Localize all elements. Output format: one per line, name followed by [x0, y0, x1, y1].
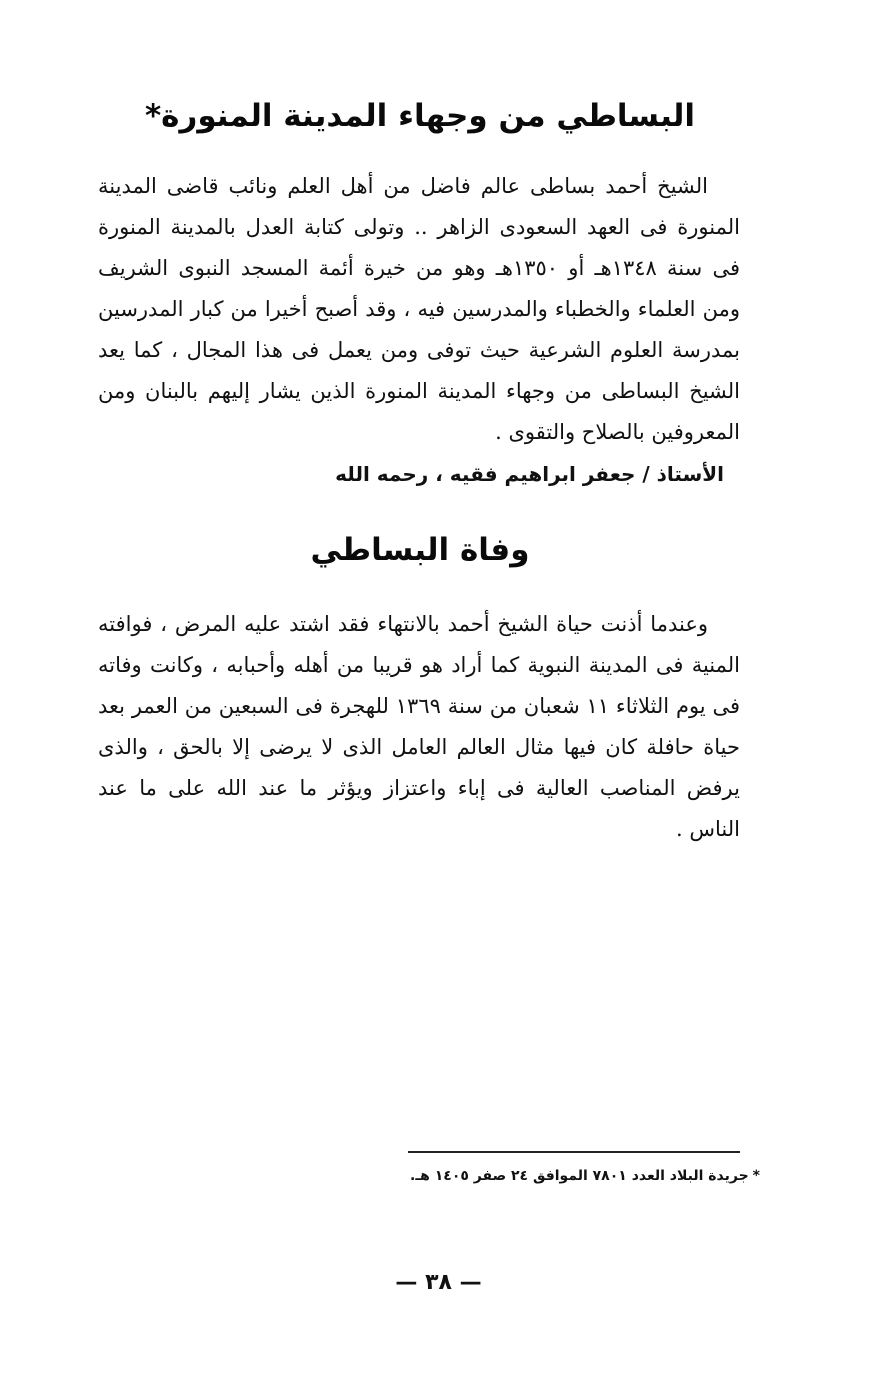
footnote-text: جريدة البلاد العدد ٧٨٠١ الموافق ٢٤ صفر ١٤٠٥ هـ. — [410, 1168, 749, 1184]
footnote-divider — [408, 1151, 740, 1153]
footnote — [300, 1162, 760, 1190]
page-number: — ٣٨ — — [395, 1270, 482, 1295]
footnote-mark: * — [752, 1168, 760, 1184]
author-attribution: الأستاذ / جعفر ابراهيم فقيه ، رحمه الله — [335, 462, 724, 486]
section-title-basati-notables: البساطي من وجهاء المدينة المنورة* — [144, 98, 696, 134]
section-title-basati-death: وفاة البساطي — [310, 532, 530, 568]
biography-paragraph: الشيخ أحمد بساطى عالم فاضل من أهل العلم ونائب قاضى المدينة المنورة فى العهد السعودى الزاهر .. وتولى كتابة العدل بالمدينة المنورة فى سنة ١٣٤٨هـ أو ١٣٥٠هـ وهو من خيرة أئمة المسجد النبوى الشريف ومن العلماء والخطباء والمدرسين فيه ، وقد أصبح أخيرا من كبار المدرسين بمدرسة العلوم الشرعية حيث توفى ومن يعمل فى هذا المجال ، كما يعد الشيخ البساطى من وجهاء المدينة المنورة الذين يشار إليهم بالبنان ومن المعروفين بالصلاح والتقوى . — [98, 174, 740, 444]
death-paragraph: وعندما أذنت حياة الشيخ أحمد بالانتهاء فقد اشتد عليه المرض ، فوافته المنية فى المدينة النبوية كما أراد هو قريبا من أهله وأحبابه ، وكانت وفاته فى يوم الثلاثاء ١١ شعبان من سنة ١٣٦٩ للهجرة فى السبعين من العمر بعد حياة حافلة كان فيها مثال العالم العامل الذى لا يرضى إلا بالحق ، والذى يرفض المناصب العالية فى إباء واعتزاز ويؤثر ما عند الله على ما عند الناس . — [98, 612, 741, 841]
